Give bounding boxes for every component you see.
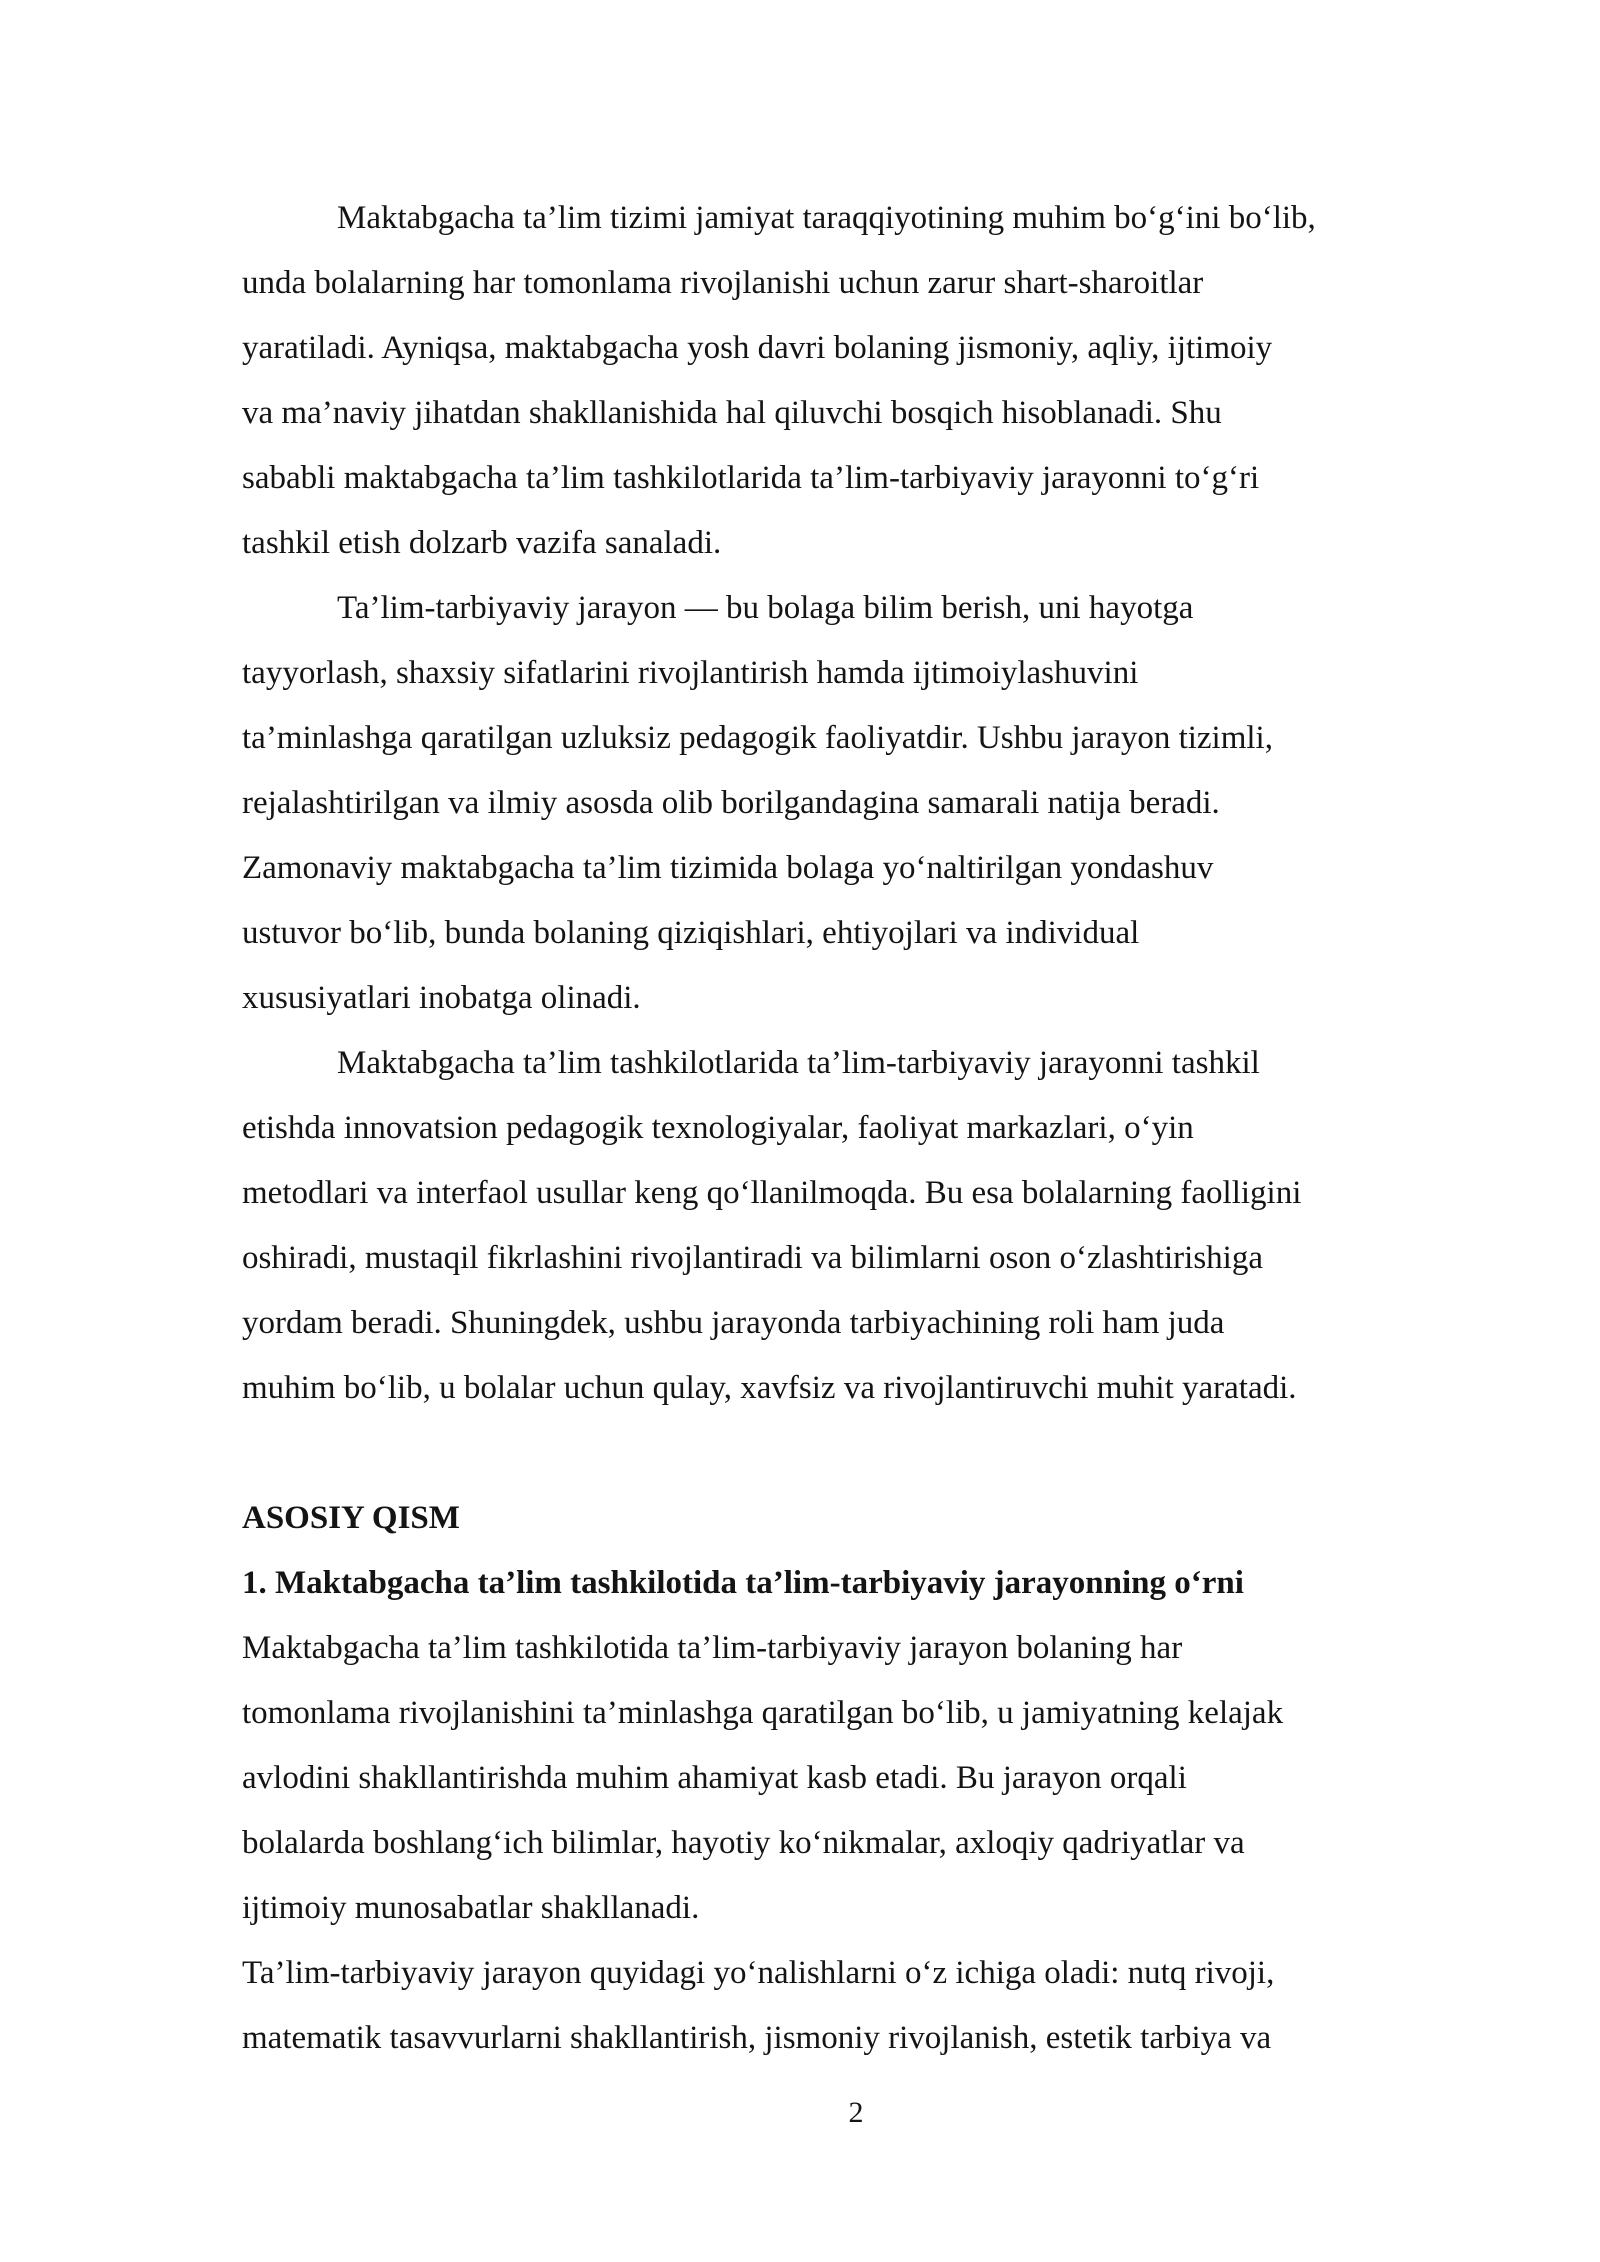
text-line: Ta’lim-tarbiyaviy jarayon quyidagi yo‘nalishlarni o‘z ichiga oladi: nutq rivoji, [242,1955,1275,1991]
text-line: ijtimoiy munosabatlar shakllanadi. [242,1890,700,1926]
text-line: tayyorlash, shaxsiy sifatlarini rivojlantirish hamda ijtimoiylashuvini [242,655,1139,691]
text-line: oshiradi, mustaqil fikrlashini rivojlantiradi va bilimlarni oson o‘zlashtirishiga [242,1240,1263,1276]
text-line: Maktabgacha ta’lim tizimi jamiyat taraqqiyotining muhim bo‘g‘ini bo‘lib, [337,200,1316,236]
paragraph-role [242,1616,1460,1941]
text-line: ustuvor bo‘lib, bunda bolaning qiziqishlari, ehtiyojlari va individual [242,915,1140,951]
text-line: bolalarda boshlang‘ich bilimlar, hayotiy ko‘nikmalar, axloqiy qadriyatlar va [242,1825,1245,1861]
text-line: avlodini shakllantirishda muhim ahamiyat kasb etadi. Bu jarayon orqali [242,1760,1187,1796]
text-line: yordam beradi. Shuningdek, ushbu jarayonda tarbiyachining roli ham juda [242,1305,1225,1341]
section-spacer [242,1421,1460,1486]
text-line: va ma’naviy jihatdan shakllanishida hal qiluvchi bosqich hisoblanadi. Shu [242,395,1222,431]
text-line: etishda innovatsion pedagogik texnologiyalar, faoliyat markazlari, o‘yin [242,1110,1194,1146]
text-line: Maktabgacha ta’lim tashkilotlarida ta’lim-tarbiyaviy jarayonni tashkil [337,1045,1260,1081]
text-line: tashkil etish dolzarb vazifa sanaladi. [242,525,722,561]
text-line: Ta’lim-tarbiyaviy jarayon — bu bolaga bilim berish, uni hayotga [337,590,1194,626]
subsection-heading: 1. Maktabgacha ta’lim tashkilotida ta’lim-tarbiyaviy jarayonning o‘rni [242,1565,1244,1601]
text-line: Maktabgacha ta’lim tashkilotida ta’lim-tarbiyaviy jarayon bolaning har [242,1630,1183,1666]
text-line: Zamonaviy maktabgacha ta’lim tizimida bolaga yo‘naltirilgan yondashuv [242,850,1214,886]
text-line: matematik tasavvurlarni shakllantirish, jismoniy rivojlanish, estetik tarbiya va [242,2020,1272,2056]
text-line: rejalashtirilgan va ilmiy asosda olib borilgandagina samarali natija beradi. [242,785,1220,821]
text-line: ta’minlashga qaratilgan uzluksiz pedagogik faoliyatdir. Ushbu jarayon tizimli, [242,720,1273,756]
text-line: unda bolalarning har tomonlama rivojlanishi uchun zarur shart-sharoitlar [242,265,1204,301]
page-number: 2 [848,2096,864,2129]
paragraph-definition [242,576,1460,1031]
paragraph-innovation [242,1031,1460,1421]
text-line: sababli maktabgacha ta’lim tashkilotlarida ta’lim-tarbiyaviy jarayonni to‘g‘ri [242,460,1260,496]
text-line: muhim bo‘lib, u bolalar uchun qulay, xavfsiz va rivojlantiruvchi muhit yaratadi. [242,1370,1297,1406]
paragraph-intro [242,186,1460,576]
text-line: xususiyatlari inobatga olinadi. [242,980,641,1016]
page-body [242,186,1460,2071]
paragraph-directions [242,1941,1460,2071]
section-heading: ASOSIY QISM [242,1500,460,1536]
text-line: tomonlama rivojlanishini ta’minlashga qaratilgan bo‘lib, u jamiyatning kelajak [242,1695,1284,1731]
text-line: metodlari va interfaol usullar keng qo‘llanilmoqda. Bu esa bolalarning faolligini [242,1175,1302,1211]
text-line: yaratiladi. Ayniqsa, maktabgacha yosh davri bolaning jismoniy, aqliy, ijtimoiy [242,330,1273,366]
